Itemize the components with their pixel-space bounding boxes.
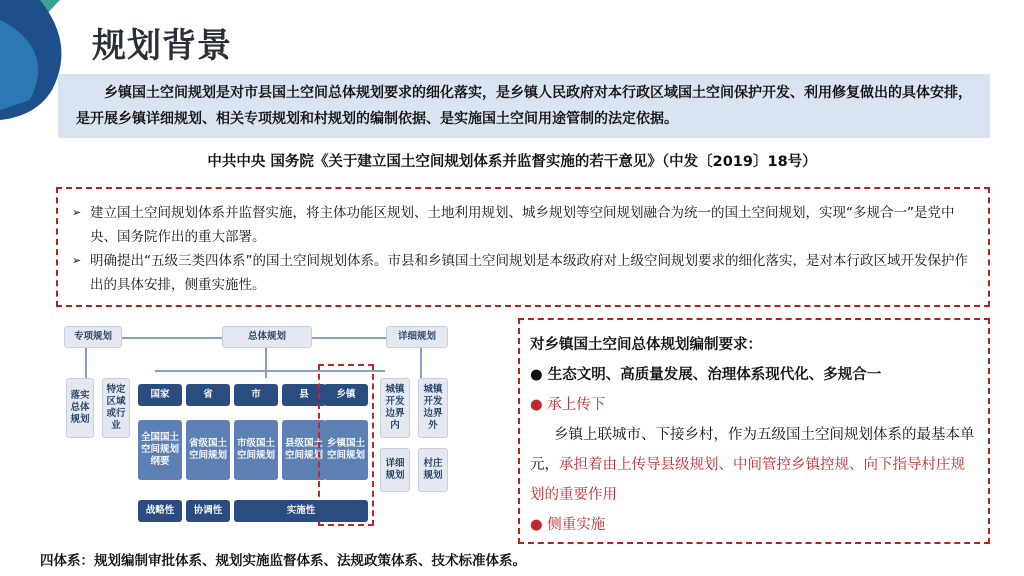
page-title: 规划背景: [92, 26, 232, 66]
level-plan-node: 县级国土空间规划: [282, 420, 326, 480]
overall-plan-node: 总体规划: [222, 326, 312, 348]
bullet-item: [72, 249, 976, 297]
detailed-plan-leaf: 详细规划: [380, 448, 410, 492]
bullet-text: 明确提出“五级三类四体系”的国土空间规划体系。市县和乡镇国土空间规划是本级政府对上级空间规划要求的细化落实，是对本行政区域开发保护作出的具体安排，侧重实施性。: [90, 253, 968, 293]
special-plan-node: 专项规划: [64, 326, 122, 348]
level-plan-node: 市级国土空间规划: [234, 420, 278, 480]
level-node: 市: [234, 384, 278, 406]
four-systems-note: 四体系：规划编制审批体系、规划实施监督体系、法规政策体系、技术标准体系。: [40, 553, 526, 569]
requirement-point: ● 侧重实施: [530, 517, 606, 533]
policy-source: 中共中央 国务院《关于建立国土空间规划体系并监督实施的若干意见》（中发〔2019〕18号）: [207, 154, 817, 170]
special-child-node: 特定区域或行业: [102, 378, 130, 438]
attribute-label: 战略性: [138, 500, 182, 522]
policy-bullets-box: [56, 187, 990, 307]
level-node: 省: [186, 384, 230, 406]
detailed-plan-node: 详细规划: [386, 326, 448, 348]
attribute-label: 协调性: [186, 500, 230, 522]
requirement-paragraph: 乡镇上联城市、下接乡村，作为五级国土空间规划体系的最基本单元，承担着由上传导县级规划、中间管控乡镇控规、向下指导村庄规划的重要作用: [530, 427, 975, 503]
level-node: 县: [282, 384, 326, 406]
planning-system-diagram: [60, 320, 500, 535]
level-plan-node-township: 乡镇国土空间规划: [324, 420, 368, 480]
level-node-township: 乡镇: [324, 384, 368, 406]
arrow-bullet-icon: ➢: [72, 206, 82, 219]
detailed-child-node: 城镇开发边界内: [380, 378, 410, 438]
level-plan-node: 省级国土空间规划: [186, 420, 230, 480]
level-plan-node: 全国国土空间规划纲要: [138, 420, 182, 480]
requirements-box: [518, 318, 990, 544]
intro-paragraph: 乡镇国土空间规划是对市县国土空间总体规划要求的细化落实，是乡镇人民政府对本行政区域国土空间保护开发、利用修复做出的具体安排，是开展乡镇详细规划、相关专项规划和村规划的编制依据、是实施国土空间用途管制的法定依据。: [58, 74, 990, 138]
attribute-label: 实施性: [234, 500, 368, 522]
special-child-node: 落实总体规划: [66, 378, 94, 438]
village-plan-leaf: 村庄规划: [418, 448, 448, 492]
level-node: 国家: [138, 384, 182, 406]
detailed-child-node: 城镇开发边界外: [418, 378, 448, 438]
bullet-item: [72, 201, 976, 249]
arrow-bullet-icon: ➢: [72, 254, 82, 267]
requirements-heading: 对乡镇国土空间总体规划编制要求：: [530, 337, 762, 353]
requirement-point: ● 承上传下: [530, 397, 606, 413]
bullet-text: 建立国土空间规划体系并监督实施，将主体功能区规划、土地利用规划、城乡规划等空间规划融合为统一的国土空间规划，实现“多规合一”是党中央、国务院作出的重大部署。: [90, 205, 955, 245]
requirement-point: ● 生态文明、高质量发展、治理体系现代化、多规合一: [530, 367, 882, 383]
